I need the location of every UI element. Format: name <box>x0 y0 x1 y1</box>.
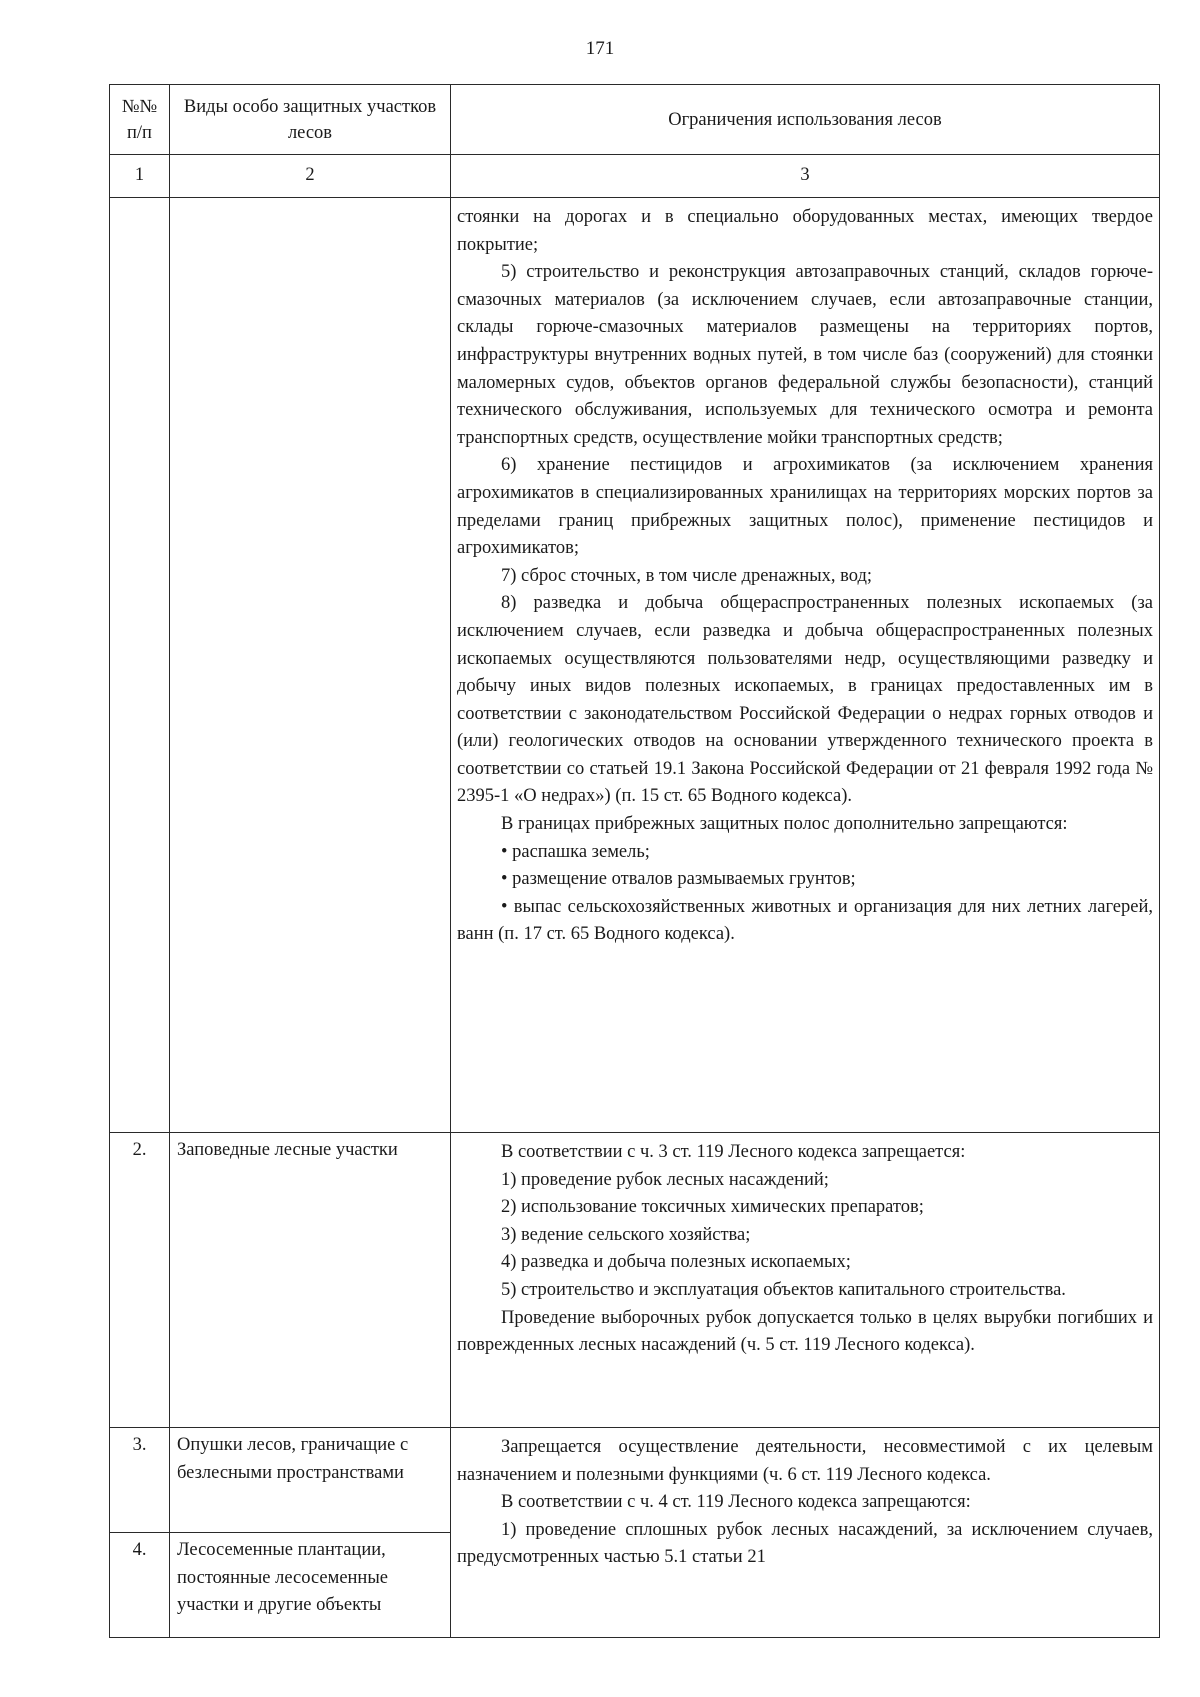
page-number: 171 <box>585 38 615 59</box>
row-number: 2. <box>110 1133 170 1428</box>
table-row <box>110 1133 1160 1428</box>
paragraph: В соответствии с ч. 3 ст. 119 Лесного кодекса запрещается: <box>501 1142 966 1162</box>
row-type <box>170 198 451 1133</box>
row-number: 4. <box>110 1533 170 1638</box>
column-number: 1 <box>110 155 170 198</box>
paragraph: 5) строительство и реконструкция автозаправочных станций, складов горюче-смазочных материалов (за исключением случаев, если автозаправочные станции, склады горюче-смазочных материалов размещены на территориях портов, инфраструктуры внутренних водных путей, в том числе баз (сооружений) для стоянки маломерных судов, объектов органов федеральной службы безопасности), станций технического обслуживания, используемых для технического осмотра и ремонта транспортных средств, осуществление мойки транспортных средств; <box>457 262 1153 448</box>
paragraph: 5) строительство и эксплуатация объектов капитального строительства. <box>501 1279 1066 1300</box>
paragraph: 3) ведение сельского хозяйства; <box>501 1224 751 1245</box>
table-row <box>110 198 1160 1133</box>
paragraph: В границах прибрежных защитных полос дополнительно запрещаются: <box>501 814 1068 835</box>
row-restrictions-merged <box>451 1428 1160 1638</box>
paragraph: 8) разведка и добыча общераспространенных полезных ископаемых (за исключением случаев, если разведка и добыча общераспространенных полезных ископаемых осуществляются пользователями недр, осуществляющими разведку и добычу иных видов полезных ископаемых, в границах предоставленных им в соответствии с законодательством Российской Федерации о недрах горных отводов и (или) геологических отводов на основании утвержденного технического проекта в соответствии со статьей 19.1 Закона Российской Федерации от 21 февраля 1992 года № 2395-1 «О недрах») (п. 15 ст. 65 Водного кодекса). <box>457 593 1153 807</box>
paragraph: Запрещается осуществление деятельности, несовместимой с их целевым назначением и полезными функциями (ч. 6 ст. 119 Лесного кодекса. <box>457 1437 1153 1485</box>
column-number: 2 <box>170 155 451 198</box>
row-restrictions <box>451 1133 1160 1428</box>
paragraph: 6) хранение пестицидов и агрохимикатов (за исключением хранения агрохимикатов в специализированных хранилищах на территориях морских портов за пределами границ прибрежных защитных полос), применение пестицидов и агрохимикатов; <box>457 455 1153 559</box>
forest-restrictions-table <box>109 84 1160 1638</box>
column-number: 3 <box>451 155 1160 198</box>
column-number-row <box>110 155 1160 198</box>
paragraph: стоянки на дорогах и в специально оборудованных местах, имеющих твердое покрытие; <box>457 207 1153 255</box>
row-type: Опушки лесов, граничащие с безлесными пространствами <box>170 1428 451 1533</box>
paragraph: 2) использование токсичных химических препаратов; <box>501 1197 924 1218</box>
row-number: 3. <box>110 1428 170 1533</box>
paragraph: 1) проведение рубок лесных насаждений; <box>501 1169 829 1190</box>
bullet-item: • выпас сельскохозяйственных животных и организация для них летних лагерей, ванн (п. 17 ст. 65 Водного кодекса). <box>457 896 1153 945</box>
bullet-item: • размещение отвалов размываемых грунтов; <box>501 869 856 890</box>
row-restrictions <box>451 198 1160 1133</box>
row-number <box>110 198 170 1133</box>
row-type: Лесосеменные плантации, постоянные лесосеменные участки и другие объекты <box>170 1533 451 1638</box>
paragraph: 4) разведка и добыча полезных ископаемых; <box>501 1252 851 1273</box>
paragraph: Проведение выборочных рубок допускается только в целях вырубки погибших и поврежденных лесных насаждений (ч. 5 ст. 119 Лесного кодекса). <box>457 1307 1153 1356</box>
paragraph: 1) проведение сплошных рубок лесных насаждений, за исключением случаев, предусмотренных частью 5.1 статьи 21 <box>457 1519 1153 1568</box>
header-type: Виды особо защитных участков лесов <box>170 85 451 155</box>
bullet-item: • распашка земель; <box>501 841 650 862</box>
table-row <box>110 1428 1160 1533</box>
paragraph: В соответствии с ч. 4 ст. 119 Лесного кодекса запрещаются: <box>501 1492 971 1513</box>
row-type: Заповедные лесные участки <box>170 1133 451 1428</box>
table-header-row <box>110 85 1160 155</box>
header-num: №№ п/п <box>110 85 170 155</box>
header-restrictions: Ограничения использования лесов <box>451 85 1160 155</box>
paragraph: 7) сброс сточных, в том числе дренажных, вод; <box>501 565 873 586</box>
